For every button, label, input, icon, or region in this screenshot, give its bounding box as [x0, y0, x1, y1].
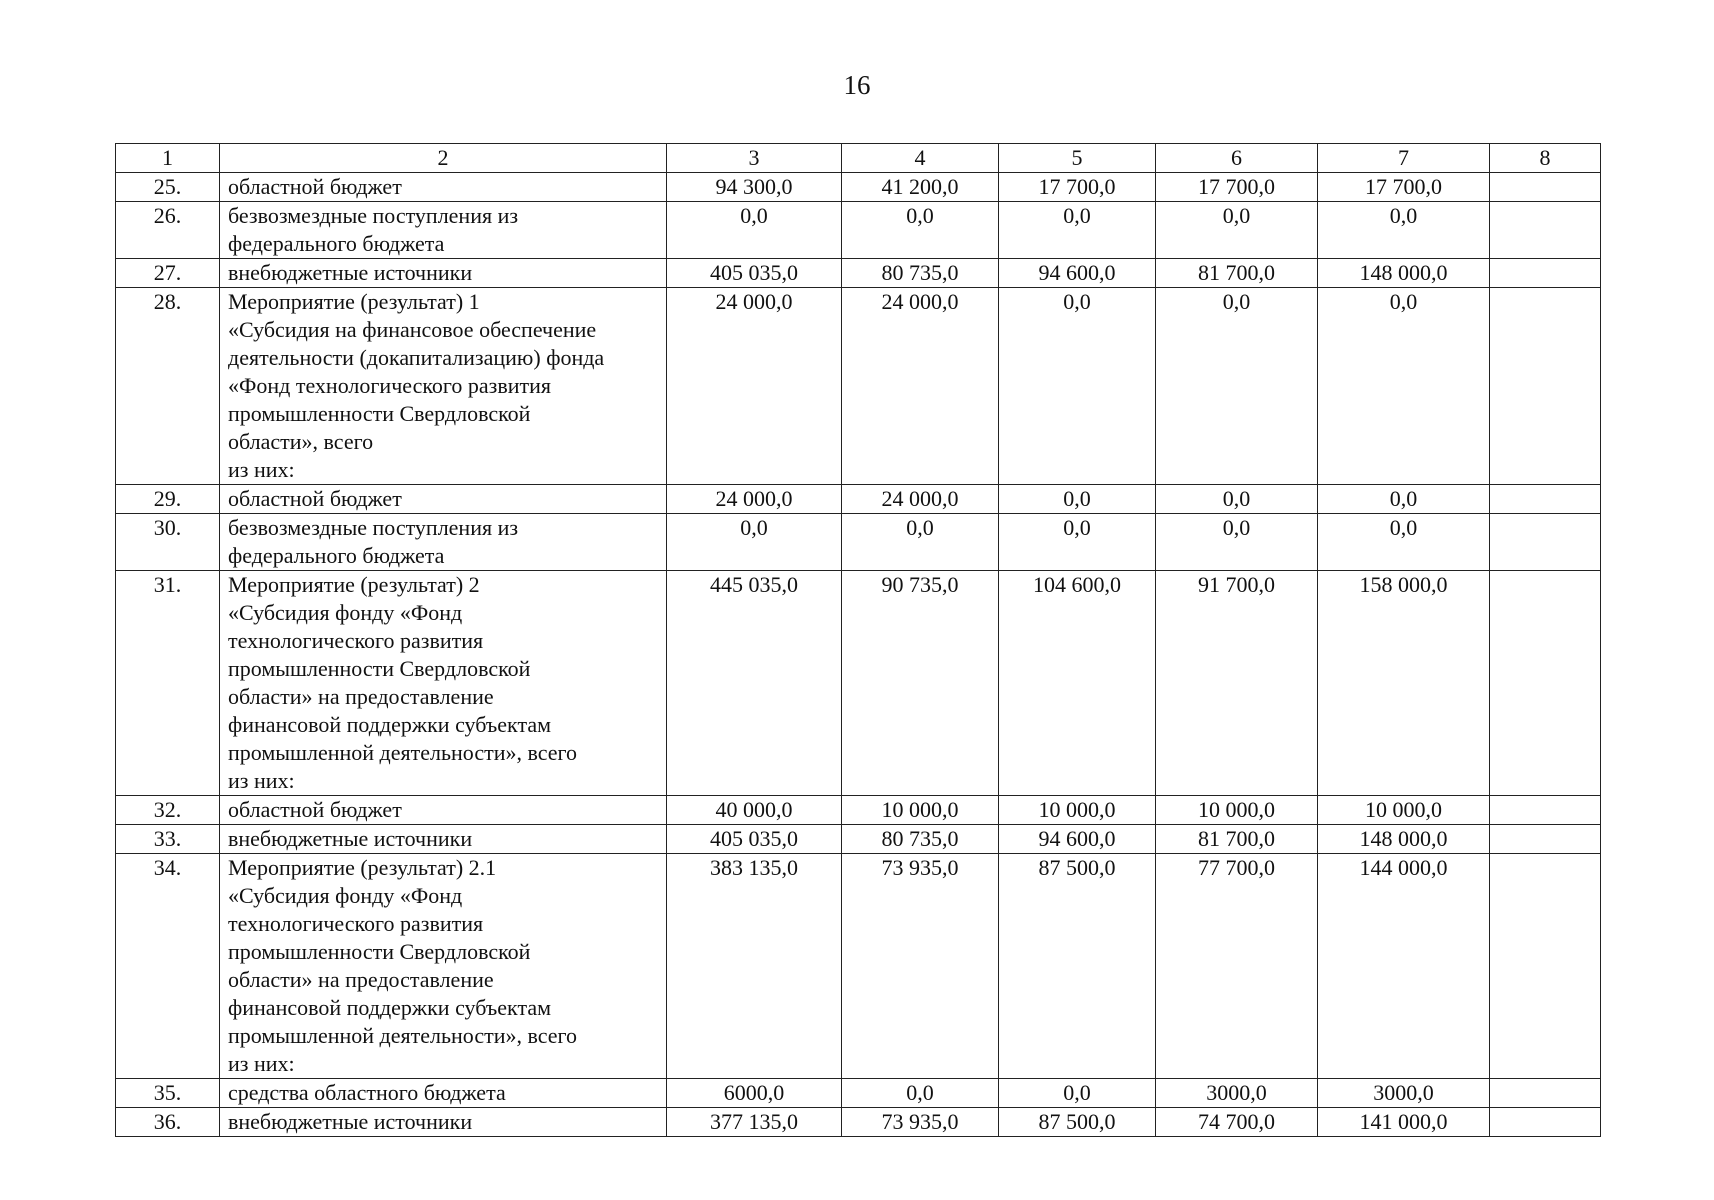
value-col-4: 24 000,0 [842, 485, 999, 514]
table-row [116, 1108, 1601, 1137]
header-col-1: 1 [116, 144, 220, 173]
budget-table [115, 143, 1601, 1137]
value-col-5: 10 000,0 [999, 796, 1156, 825]
value-col-6: 0,0 [1156, 485, 1318, 514]
description-line: технологического развития [228, 628, 484, 653]
table-row [116, 571, 1601, 796]
value-col-4: 80 735,0 [842, 825, 999, 854]
table-row [116, 854, 1601, 1079]
value-col-3: 445 035,0 [667, 571, 842, 796]
value-col-3: 405 035,0 [667, 825, 842, 854]
value-col-4: 80 735,0 [842, 259, 999, 288]
value-col-6: 91 700,0 [1156, 571, 1318, 796]
description-line: «Субсидия на финансовое обеспечение [228, 317, 597, 342]
row-number: 34. [116, 854, 220, 1079]
value-col-3: 0,0 [667, 514, 842, 571]
value-col-6: 81 700,0 [1156, 259, 1318, 288]
description-line: федерального бюджета [228, 543, 445, 568]
table-row [116, 485, 1601, 514]
row-number: 36. [116, 1108, 220, 1137]
value-col-5: 87 500,0 [999, 1108, 1156, 1137]
row-number: 28. [116, 288, 220, 485]
value-col-5: 94 600,0 [999, 259, 1156, 288]
value-col-6: 10 000,0 [1156, 796, 1318, 825]
value-col-7: 0,0 [1318, 514, 1490, 571]
value-col-7: 10 000,0 [1318, 796, 1490, 825]
value-col-5: 104 600,0 [999, 571, 1156, 796]
row-description [220, 1079, 667, 1108]
value-col-3: 40 000,0 [667, 796, 842, 825]
row-number: 27. [116, 259, 220, 288]
description-line: Мероприятие (результат) 2 [228, 572, 480, 597]
row-description [220, 571, 667, 796]
value-col-5: 0,0 [999, 514, 1156, 571]
table-body [116, 173, 1601, 1137]
description-line: «Субсидия фонду «Фонд [228, 600, 463, 625]
header-row [116, 144, 1601, 173]
row-description [220, 825, 667, 854]
description-line: промышленности Свердловской [228, 656, 531, 681]
row-description [220, 514, 667, 571]
value-col-7: 0,0 [1318, 288, 1490, 485]
row-number: 33. [116, 825, 220, 854]
row-number: 31. [116, 571, 220, 796]
row-description [220, 288, 667, 485]
value-col-3: 383 135,0 [667, 854, 842, 1079]
description-line: технологического развития [228, 911, 484, 936]
value-col-6: 0,0 [1156, 288, 1318, 485]
row-description [220, 485, 667, 514]
description-line: внебюджетные источники [228, 826, 473, 851]
value-col-7: 17 700,0 [1318, 173, 1490, 202]
value-col-3: 405 035,0 [667, 259, 842, 288]
description-line: Мероприятие (результат) 1 [228, 289, 480, 314]
value-col-5: 87 500,0 [999, 854, 1156, 1079]
description-line: из них: [228, 1051, 295, 1076]
header-col-5: 5 [999, 144, 1156, 173]
description-line: промышленности Свердловской [228, 401, 531, 426]
row-number: 29. [116, 485, 220, 514]
description-line: из них: [228, 768, 295, 793]
description-line: «Субсидия фонду «Фонд [228, 883, 463, 908]
value-col-7: 144 000,0 [1318, 854, 1490, 1079]
table-row [116, 825, 1601, 854]
value-col-5: 94 600,0 [999, 825, 1156, 854]
value-col-4: 73 935,0 [842, 854, 999, 1079]
value-col-5: 17 700,0 [999, 173, 1156, 202]
value-col-7: 0,0 [1318, 485, 1490, 514]
value-col-7: 158 000,0 [1318, 571, 1490, 796]
row-description [220, 202, 667, 259]
row-description [220, 1108, 667, 1137]
description-line: промышленной деятельности», всего [228, 740, 578, 765]
table-row [116, 173, 1601, 202]
value-col-3: 0,0 [667, 202, 842, 259]
header-col-2: 2 [220, 144, 667, 173]
header-col-8: 8 [1490, 144, 1601, 173]
value-col-8 [1490, 825, 1601, 854]
description-line: деятельности (докапитализацию) фонда [228, 345, 605, 370]
value-col-5: 0,0 [999, 1079, 1156, 1108]
value-col-8 [1490, 173, 1601, 202]
value-col-8 [1490, 1079, 1601, 1108]
value-col-8 [1490, 288, 1601, 485]
table-row [116, 796, 1601, 825]
header-col-4: 4 [842, 144, 999, 173]
value-col-4: 90 735,0 [842, 571, 999, 796]
page-number: 16 [843, 70, 871, 100]
row-number: 26. [116, 202, 220, 259]
description-line: финансовой поддержки субъектам [228, 995, 552, 1020]
description-line: федерального бюджета [228, 231, 445, 256]
value-col-6: 0,0 [1156, 514, 1318, 571]
value-col-4: 41 200,0 [842, 173, 999, 202]
value-col-7: 0,0 [1318, 202, 1490, 259]
value-col-3: 377 135,0 [667, 1108, 842, 1137]
value-col-8 [1490, 259, 1601, 288]
description-line: областной бюджет [228, 486, 402, 511]
value-col-4: 0,0 [842, 202, 999, 259]
value-col-7: 3000,0 [1318, 1079, 1490, 1108]
value-col-8 [1490, 485, 1601, 514]
value-col-6: 77 700,0 [1156, 854, 1318, 1079]
value-col-4: 24 000,0 [842, 288, 999, 485]
description-line: области», всего [228, 429, 374, 454]
description-line: внебюджетные источники [228, 260, 473, 285]
row-description [220, 854, 667, 1079]
value-col-8 [1490, 202, 1601, 259]
value-col-6: 0,0 [1156, 202, 1318, 259]
description-line: из них: [228, 457, 295, 482]
value-col-4: 10 000,0 [842, 796, 999, 825]
description-line: области» на предоставление [228, 684, 494, 709]
header-col-3: 3 [667, 144, 842, 173]
value-col-7: 148 000,0 [1318, 825, 1490, 854]
table-row [116, 288, 1601, 485]
table-row [116, 259, 1601, 288]
value-col-6: 3000,0 [1156, 1079, 1318, 1108]
row-number: 25. [116, 173, 220, 202]
description-line: Мероприятие (результат) 2.1 [228, 855, 497, 880]
table-row [116, 202, 1601, 259]
value-col-7: 141 000,0 [1318, 1108, 1490, 1137]
value-col-8 [1490, 1108, 1601, 1137]
value-col-5: 0,0 [999, 202, 1156, 259]
description-line: области» на предоставление [228, 967, 494, 992]
row-number: 32. [116, 796, 220, 825]
value-col-5: 0,0 [999, 485, 1156, 514]
value-col-3: 94 300,0 [667, 173, 842, 202]
value-col-6: 74 700,0 [1156, 1108, 1318, 1137]
description-line: промышленной деятельности», всего [228, 1023, 578, 1048]
row-number: 30. [116, 514, 220, 571]
description-line: промышленности Свердловской [228, 939, 531, 964]
row-description [220, 173, 667, 202]
description-line: безвозмездные поступления из [228, 515, 519, 540]
description-line: внебюджетные источники [228, 1109, 473, 1134]
description-line: областной бюджет [228, 797, 402, 822]
row-description [220, 259, 667, 288]
value-col-8 [1490, 571, 1601, 796]
row-number: 35. [116, 1079, 220, 1108]
table-row [116, 514, 1601, 571]
value-col-8 [1490, 854, 1601, 1079]
value-col-3: 24 000,0 [667, 485, 842, 514]
value-col-6: 81 700,0 [1156, 825, 1318, 854]
value-col-3: 6000,0 [667, 1079, 842, 1108]
value-col-4: 73 935,0 [842, 1108, 999, 1137]
description-line: финансовой поддержки субъектам [228, 712, 552, 737]
description-line: средства областного бюджета [228, 1080, 506, 1105]
value-col-8 [1490, 796, 1601, 825]
value-col-6: 17 700,0 [1156, 173, 1318, 202]
table-row [116, 1079, 1601, 1108]
header-col-7: 7 [1318, 144, 1490, 173]
description-line: областной бюджет [228, 174, 402, 199]
value-col-4: 0,0 [842, 514, 999, 571]
value-col-3: 24 000,0 [667, 288, 842, 485]
description-line: безвозмездные поступления из [228, 203, 519, 228]
value-col-5: 0,0 [999, 288, 1156, 485]
value-col-7: 148 000,0 [1318, 259, 1490, 288]
header-col-6: 6 [1156, 144, 1318, 173]
value-col-4: 0,0 [842, 1079, 999, 1108]
description-line: «Фонд технологического развития [228, 373, 552, 398]
row-description [220, 796, 667, 825]
value-col-8 [1490, 514, 1601, 571]
